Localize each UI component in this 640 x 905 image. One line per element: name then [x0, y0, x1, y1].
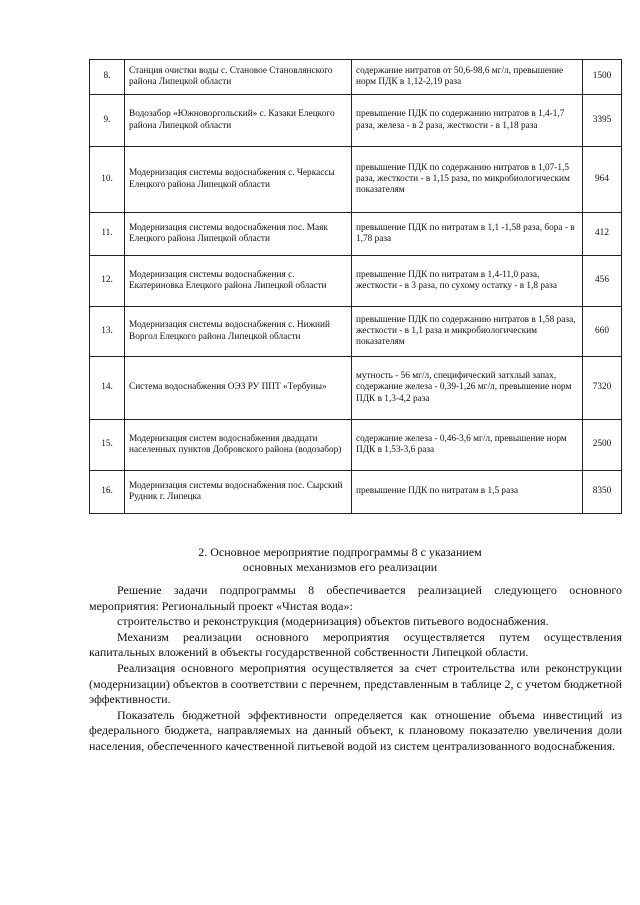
water-quality-issue: превышение ПДК по содержанию нитратов в 1,4-1,7 раза, железа - в 2 раза, жесткости - в 1,18 раза	[352, 95, 583, 147]
row-number: 14.	[90, 357, 125, 420]
water-quality-issue: содержание нитратов от 50,6-98,6 мг/л, превышение норм ПДК в 1,12-2,19 раза	[352, 60, 583, 95]
object-name: Модернизация системы водоснабжения пос. Сырский Рудник г. Липецка	[125, 471, 352, 514]
table-row	[90, 471, 622, 514]
value-cell: 412	[583, 213, 622, 256]
row-number: 16.	[90, 471, 125, 514]
object-name: Водозабор «Южноворгольский» с. Казаки Елецкого района Липецкой области	[125, 95, 352, 147]
row-number: 12.	[90, 256, 125, 307]
row-number: 10.	[90, 147, 125, 213]
row-number: 15.	[90, 420, 125, 471]
object-name: Модернизация системы водоснабжения пос. Маяк Елецкого района Липецкой области	[125, 213, 352, 256]
row-number: 13.	[90, 307, 125, 357]
water-quality-issue: превышение ПДК по нитратам в 1,5 раза	[352, 471, 583, 514]
object-name: Станция очистки воды с. Становое Становлянского района Липецкой области	[125, 60, 352, 95]
paragraph: Механизм реализации основного мероприятия осуществляется путем осуществления капитальных вложений в объекты государственной собственности Липецкой области.	[89, 629, 622, 660]
value-cell: 660	[583, 307, 622, 357]
row-number: 9.	[90, 95, 125, 147]
section-body	[89, 583, 622, 755]
value-cell: 2500	[583, 420, 622, 471]
value-cell: 8350	[583, 471, 622, 514]
object-name: Система водоснабжения ОЭЗ РУ ППТ «Тербуны»	[125, 357, 352, 420]
section-heading	[160, 545, 520, 575]
value-cell: 3395	[583, 95, 622, 147]
value-cell: 964	[583, 147, 622, 213]
row-number: 11.	[90, 213, 125, 256]
water-quality-issue: содержание железа - 0,46-3,6 мг/л, превышение норм ПДК в 1,53-3,6 раза	[352, 420, 583, 471]
table-row	[90, 213, 622, 256]
paragraph: Показатель бюджетной эффективности определяется как отношение объема инвестиций из федерального бюджета, направляемых на данный объект, к плановому показателю увеличения доли населения, обеспеченного качественной питьевой водой из систем централизованного водоснабжения.	[89, 707, 622, 753]
table-row	[90, 357, 622, 420]
water-quality-issue: превышение ПДК по содержанию нитратов в 1,07-1,5 раза, жесткости - в 1,15 раза, по микробиологическим показателям	[352, 147, 583, 213]
object-name: Модернизация системы водоснабжения с. Нижний Воргол Елецкого района Липецкой области	[125, 307, 352, 357]
table-row	[90, 60, 622, 95]
table-row	[90, 147, 622, 213]
value-cell: 456	[583, 256, 622, 307]
table-row	[90, 420, 622, 471]
table-row	[90, 95, 622, 147]
water-quality-issue: превышение ПДК по нитратам в 1,4-11,0 раза, жесткости - в 3 раза, по сухому остатку - в 1,8 раза	[352, 256, 583, 307]
water-quality-issue: мутность - 56 мг/л, специфический затхлый запах, содержание железа - 0,39-1,26 мг/л, превышение норм ПДК в 1,3-4,2 раза	[352, 357, 583, 420]
value-cell: 7320	[583, 357, 622, 420]
water-quality-issue: превышение ПДК по содержанию нитратов в 1,58 раза, жесткости - в 1,1 раза и микробиологическим показателям	[352, 307, 583, 357]
value-cell: 1500	[583, 60, 622, 95]
object-name: Модернизация системы водоснабжения с. Екатериновка Елецкого района Липецкой области	[125, 256, 352, 307]
paragraph: строительство и реконструкция (модернизация) объектов питьевого водоснабжения.	[117, 614, 549, 629]
section-heading-line: основных механизмов его реализации	[242, 560, 438, 574]
table-row	[90, 307, 622, 357]
table-row	[90, 256, 622, 307]
water-quality-issue: превышение ПДК по нитратам в 1,1 -1,58 раза, бора - в 1,78 раза	[352, 213, 583, 256]
row-number: 8.	[90, 60, 125, 95]
section-heading-line: 2. Основное мероприятие подпрограммы 8 с указанием	[198, 545, 482, 559]
paragraph: Решение задачи подпрограммы 8 обеспечивается реализацией следующего основного мероприятия: Региональный проект «Чистая вода»:	[89, 583, 622, 613]
object-name: Модернизация систем водоснабжения двадцати населенных пунктов Добровского района (водозабор)	[125, 420, 352, 471]
paragraph: Реализация основного мероприятия осуществляется за счет строительства или реконструкции (модернизации) объектов в соответствии с перечнем, представленным в таблице 2, с учетом бюджетной эффективности.	[89, 660, 622, 707]
objects-table	[89, 59, 622, 514]
object-name: Модернизация системы водоснабжения с. Черкассы Елецкого района Липецкой области	[125, 147, 352, 213]
